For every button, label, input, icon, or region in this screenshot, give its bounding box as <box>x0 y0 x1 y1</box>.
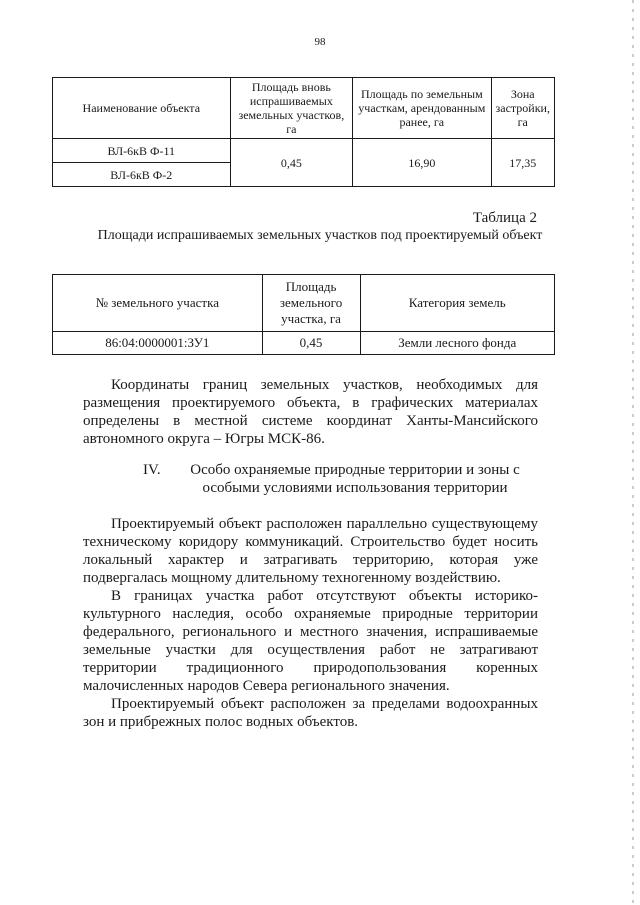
paragraph: Проектируемый объект расположен параллельно существующему техническому коридору коммуникаций. Строительство будет носить локальный характер и затрагивать территорию, которая уже подвергалась мощному длительному техногенному воздействию. <box>83 516 538 586</box>
land-plots-table <box>52 274 555 355</box>
header-plot-area: Площадь земельного участка, га <box>262 275 360 332</box>
table-row <box>53 332 555 355</box>
body-text <box>83 515 538 731</box>
zone-cell: 17,35 <box>491 139 554 187</box>
paragraph: Проектируемый объект расположен за пределами водоохранных зон и прибрежных полос водных объектов. <box>83 696 538 730</box>
table-row <box>53 139 555 163</box>
table-header-row <box>53 275 555 332</box>
header-area-leased: Площадь по земельным участкам, арендованным ранее, га <box>353 78 491 139</box>
objects-area-table <box>52 77 555 187</box>
paragraph: В границах участка работ отсутствуют объекты историко-культурного наследия, особо охраняемые природные территории федерального, регионального и местного значения, испрашиваемые земельные участки для осуществления работ не затрагивают территории традиционного природопользования коренных малочисленных народов Севера регионального значения. <box>83 588 538 694</box>
page-number: 98 <box>314 36 326 48</box>
area-leased-cell: 16,90 <box>353 139 491 187</box>
land-category-cell: Земли лесного фонда <box>360 332 555 355</box>
area-new-cell: 0,45 <box>230 139 353 187</box>
header-area-new: Площадь вновь испрашиваемых земельных участков, га <box>230 78 353 139</box>
table-header-row <box>53 78 555 139</box>
section-number: IV. <box>143 462 161 478</box>
plot-number-cell: 86:04:0000001:ЗУ1 <box>53 332 263 355</box>
object-name-cell: ВЛ-6кВ Ф-11 <box>53 139 231 163</box>
header-plot-number: № земельного участка <box>53 275 263 332</box>
object-name-cell: ВЛ-6кВ Ф-2 <box>53 163 231 187</box>
table-label: Таблица 2 <box>472 210 537 226</box>
scan-edge-mark <box>632 0 634 905</box>
header-land-category: Категория земель <box>360 275 555 332</box>
plot-area-cell: 0,45 <box>262 332 360 355</box>
section-title: Особо охраняемые природные территории и зоны с особыми условиями использования территории <box>190 462 520 496</box>
header-zone: Зона застройки, га <box>491 78 554 139</box>
header-object-name: Наименование объекта <box>53 78 231 139</box>
table-caption: Площади испрашиваемых земельных участков под проектируемый объект <box>97 228 543 243</box>
coordinates-paragraph: Координаты границ земельных участков, необходимых для размещения проектируемого объекта, в графических материалах определены в местной системе координат Ханты-Мансийского автономного округа – Югры МСК-86. <box>83 377 538 447</box>
